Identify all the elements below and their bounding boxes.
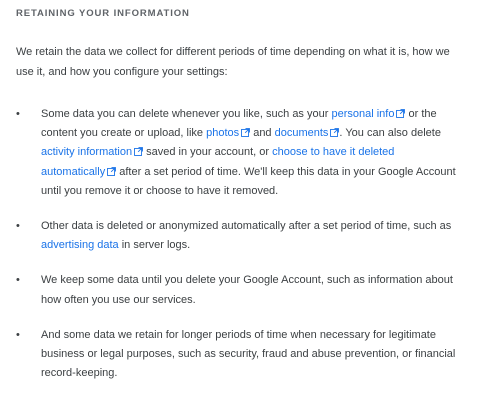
intro-paragraph: We retain the data we collect for different periods of time depending on what it is, how we use it, and how you configure your settings: xyxy=(16,46,450,78)
advertising-data-link[interactable] xyxy=(41,239,119,251)
item-text: Some data you can delete whenever you like, such as your xyxy=(41,108,332,120)
item-text: . You can also delete xyxy=(339,127,441,140)
activity-information-link[interactable] xyxy=(41,146,143,158)
item-text: in server logs. xyxy=(118,239,191,252)
documents-link-label: documents xyxy=(274,127,329,140)
external-link-icon xyxy=(134,147,143,156)
bullet: • xyxy=(16,220,20,233)
list-item xyxy=(16,271,456,309)
external-link-icon xyxy=(241,128,250,137)
item-text: And some data we retain for longer periods of time when necessary for legitimate business or legal purposes, such as security, fraud and abuse prevention, or financial record-keeping. xyxy=(41,328,456,380)
bullet: • xyxy=(16,108,20,120)
activity-information-link-label: activity information xyxy=(41,146,133,159)
retention-list xyxy=(16,105,456,399)
list-item xyxy=(16,217,456,255)
item-text: saved in your account, or xyxy=(143,146,273,159)
documents-link[interactable] xyxy=(275,127,340,139)
item-text: Other data is deleted or anonymized automatically after a set period of time, such as xyxy=(41,220,452,233)
photos-link-label: photos xyxy=(206,127,240,140)
bullet: • xyxy=(16,274,20,287)
list-item xyxy=(16,326,456,384)
item-text: after a set period of time. We'll keep this data in your Google Account until you remove it or choose to have it removed. xyxy=(41,165,456,197)
item-text: and xyxy=(250,127,275,140)
advertising-data-link-label: advertising data xyxy=(41,239,119,252)
photos-link[interactable] xyxy=(206,127,250,139)
bullet: • xyxy=(16,328,20,341)
auto-delete-link-label: choose to have it deleted automatically xyxy=(41,146,395,178)
list-item xyxy=(16,105,456,201)
external-link-icon xyxy=(107,167,116,176)
personal-info-link-label: personal info xyxy=(331,108,395,120)
section-heading: RETAINING YOUR INFORMATION xyxy=(16,8,190,19)
item-text: We keep some data until you delete your Google Account, such as information about how often you use our services. xyxy=(41,274,453,306)
item-text: or the content you create or upload, like xyxy=(41,108,437,140)
personal-info-link[interactable] xyxy=(331,108,405,120)
